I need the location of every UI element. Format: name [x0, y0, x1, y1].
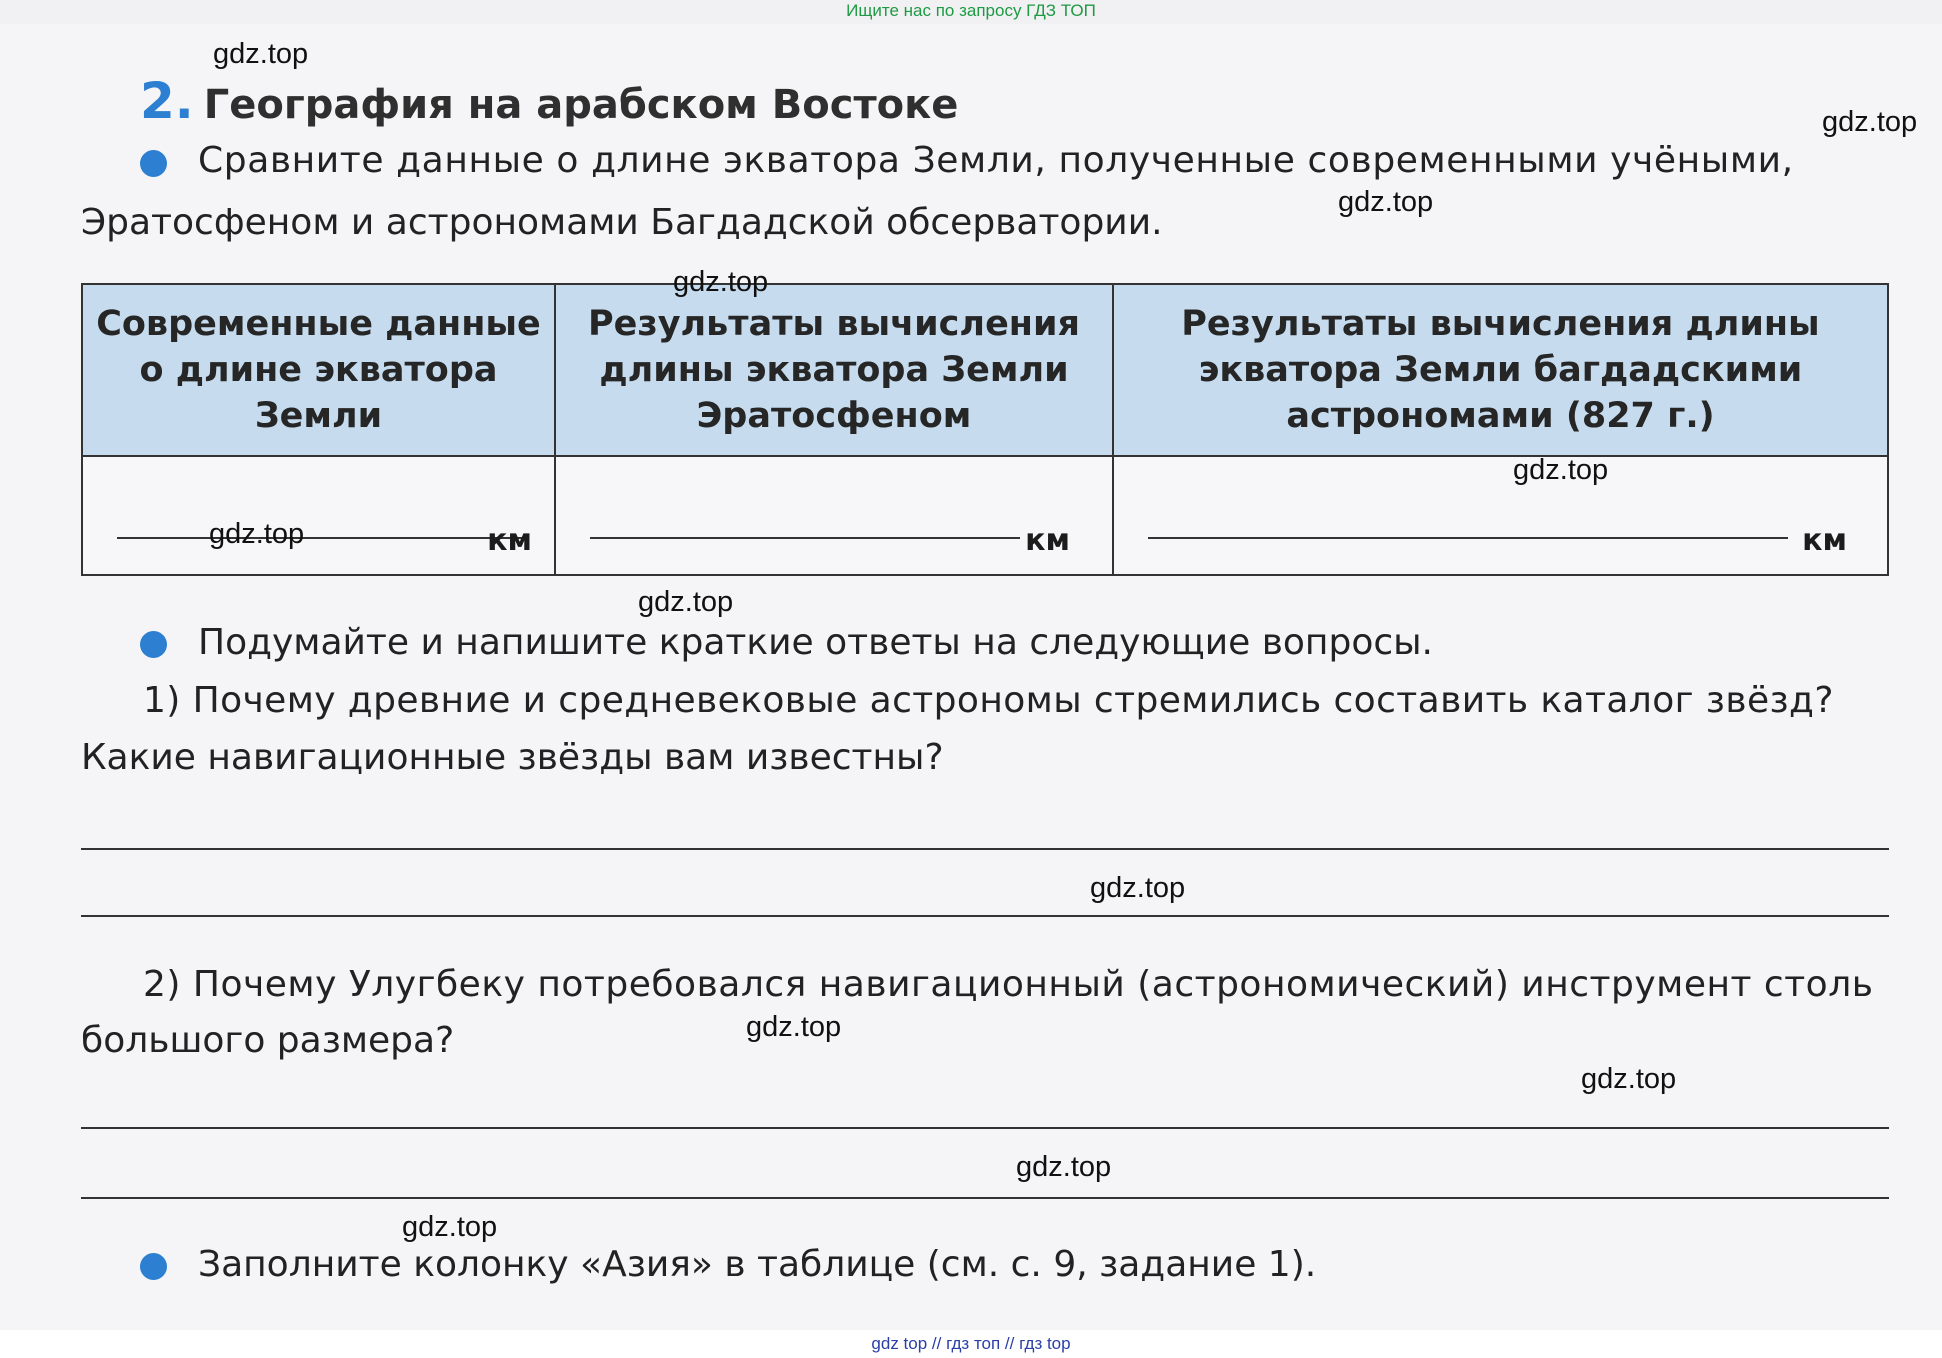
table-header-modern: Современные данные о длине экватора Земли — [83, 285, 556, 457]
equator-comparison-table — [81, 283, 1889, 576]
unit-label: км — [487, 523, 532, 558]
answer-line[interactable] — [81, 1197, 1889, 1199]
watermark: gdz.top — [638, 586, 734, 618]
section-heading — [140, 72, 958, 130]
header-note: Ищите нас по запросу ГДЗ ТОП — [846, 1, 1096, 20]
question-1-line1: 1) Почему древние и средневековые астрономы стремились составить каталог звёзд? — [143, 680, 1834, 721]
question-2-line1: 2) Почему Улугбеку потребовался навигационный (астрономический) инструмент столь — [143, 964, 1874, 1005]
watermark: gdz.top — [1016, 1151, 1112, 1183]
answer-blank[interactable] — [1148, 537, 1788, 539]
answer-line[interactable] — [81, 1127, 1889, 1129]
unit-label: км — [1802, 523, 1847, 558]
watermark: gdz.top — [213, 38, 309, 70]
table-cell-modern[interactable] — [83, 457, 556, 574]
answer-blank[interactable] — [117, 537, 527, 539]
answer-blank[interactable] — [590, 537, 1020, 539]
task1-line1: Сравните данные о длине экватора Земли, полученные современными учёными, — [198, 140, 1794, 181]
table-cell-eratosthenes[interactable] — [556, 457, 1114, 574]
watermark: gdz.top — [746, 1011, 842, 1043]
watermark: gdz.top — [1090, 872, 1186, 904]
watermark: gdz.top — [402, 1211, 498, 1243]
table-cell-baghdad[interactable] — [1114, 457, 1887, 574]
question-1-line2: Какие навигационные звёзды вам известны? — [81, 737, 944, 778]
table-header-eratosthenes: Результаты вычисления длины экватора Земли Эратосфеном — [556, 285, 1114, 457]
footer-note: gdz top // гдз топ // гдз top — [0, 1330, 1942, 1358]
watermark: gdz.top — [1513, 454, 1609, 486]
section-number: 2. — [140, 72, 194, 130]
bullet-icon — [140, 1253, 167, 1280]
table-header-baghdad: Результаты вычисления длины экватора Земли багдадскими астрономами (827 г.) — [1114, 285, 1887, 457]
watermark: gdz.top — [209, 518, 305, 550]
task2-intro: Подумайте и напишите краткие ответы на следующие вопросы. — [198, 622, 1434, 663]
answer-line[interactable] — [81, 915, 1889, 917]
watermark: gdz.top — [1338, 186, 1434, 218]
watermark: gdz.top — [1581, 1063, 1677, 1095]
bullet-icon — [140, 631, 167, 658]
answer-line[interactable] — [81, 848, 1889, 850]
task3-text: Заполните колонку «Азия» в таблице (см. с. 9, задание 1). — [198, 1244, 1317, 1285]
bullet-icon — [140, 150, 167, 177]
unit-label: км — [1025, 523, 1070, 558]
watermark: gdz.top — [673, 266, 769, 298]
question-2-line2: большого размера? — [81, 1020, 455, 1061]
watermark: gdz.top — [1822, 106, 1918, 138]
task1-line2: Эратосфеном и астрономами Багдадской обсерватории. — [81, 202, 1163, 243]
section-title: География на арабском Востоке — [203, 82, 959, 128]
